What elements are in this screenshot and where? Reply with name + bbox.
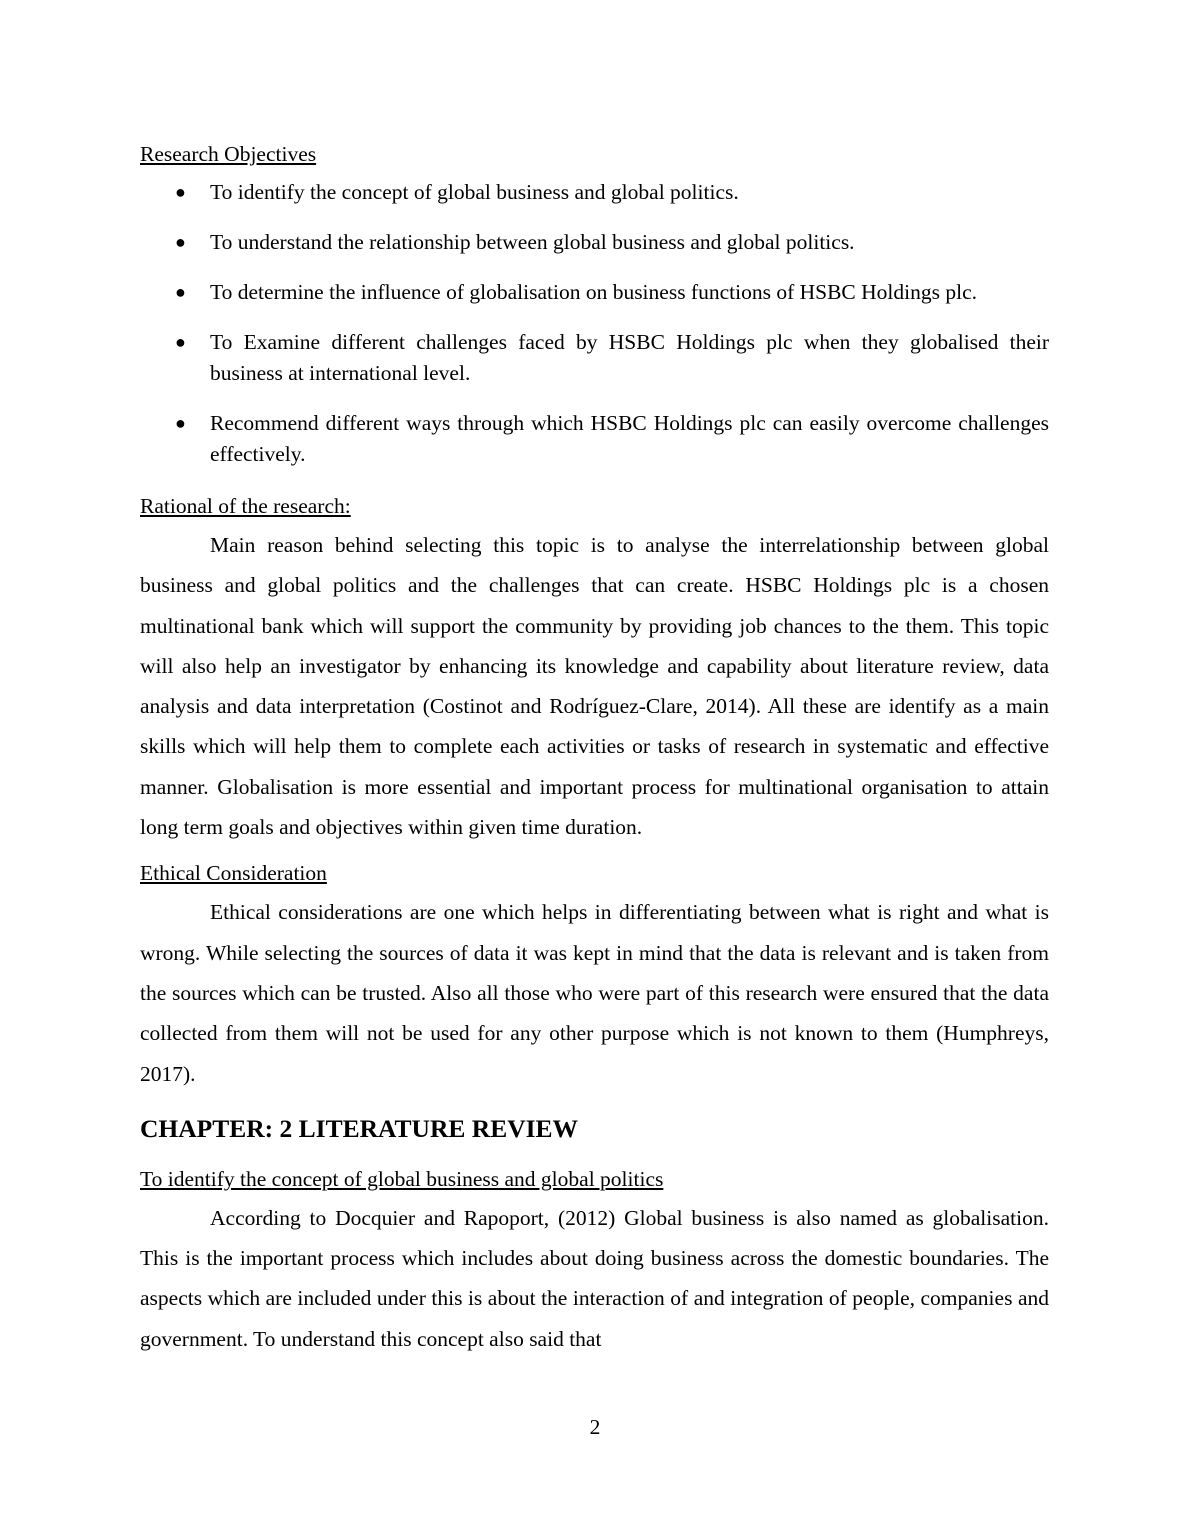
list-item bbox=[140, 177, 1049, 208]
chapter-title: CHAPTER: 2 LITERATURE REVIEW bbox=[140, 1113, 579, 1143]
list-item bbox=[140, 327, 1049, 389]
list-item-text: To Examine different challenges faced by HSBC Holdings plc when they globalised their business at international level. bbox=[210, 330, 1049, 385]
page-number: 2 bbox=[589, 1415, 601, 1439]
research-objectives-heading: Research Objectives bbox=[140, 142, 317, 166]
research-objectives-list bbox=[140, 177, 1049, 470]
list-item bbox=[140, 227, 1049, 258]
list-item-text: To identify the concept of global business and global politics. bbox=[210, 180, 739, 204]
bullet-icon: ● bbox=[175, 232, 186, 252]
list-item-text: To understand the relationship between global business and global politics. bbox=[210, 230, 855, 254]
ethical-paragraph: Ethical considerations are one which helps in differentiating between what is right and what is wrong. While selecting the sources of data it was kept in mind that the data is relevant and is taken from the sources which can be trusted. Also all those who were part of this research were ensured that the data collected from them will not be used for any other purpose which is not known to them (Humphreys, 2017). bbox=[140, 900, 1049, 1086]
ethical-heading: Ethical Consideration bbox=[140, 861, 327, 886]
concept-heading: To identify the concept of global business and global politics bbox=[140, 1166, 664, 1191]
list-item-text: Recommend different ways through which HSBC Holdings plc can easily overcome challenges effectively. bbox=[210, 411, 1049, 466]
list-item-text: To determine the influence of globalisation on business functions of HSBC Holdings plc. bbox=[210, 280, 978, 304]
rational-paragraph: Main reason behind selecting this topic is to analyse the interrelationship between global business and global politics and the challenges that can create. HSBC Holdings plc is a chosen multinational bank which will support the community by providing job chances to the them. This topic will also help an investigator by enhancing its knowledge and capability about literature review, data analysis and data interpretation (Costinot and Rodríguez-Clare, 2014). All these are identify as a main skills which will help them to complete each activities or tasks of research in systematic and effective manner. Globalisation is more essential and important process for multinational organisation to attain long term goals and objectives within given time duration. bbox=[140, 533, 1049, 840]
bullet-icon: ● bbox=[175, 282, 186, 302]
concept-paragraph: According to Docquier and Rapoport, (2012) Global business is also named as globalisation. This is the important process which includes about doing business across the domestic boundaries. The aspects which are included under this is about the interaction of and integration of people, companies and government. To understand this concept also said that bbox=[140, 1205, 1049, 1351]
list-item bbox=[140, 408, 1049, 470]
bullet-icon: ● bbox=[175, 413, 186, 433]
page-content bbox=[140, 137, 1049, 1368]
bullet-icon: ● bbox=[175, 182, 186, 202]
rational-heading: Rational of the research: bbox=[140, 494, 351, 518]
list-item bbox=[140, 277, 1049, 308]
bullet-icon: ● bbox=[175, 332, 186, 352]
